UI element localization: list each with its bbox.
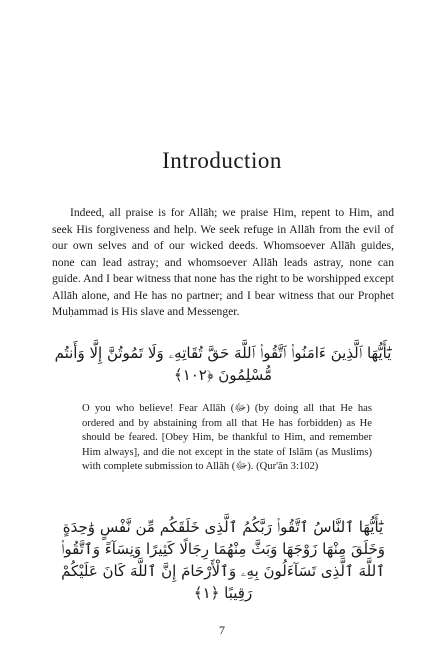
quran-verse-arabic-1: يَٰٓأَيُّهَا ٱلَّذِينَ ءَامَنُوا۟ ٱتَّقُوا۟ ٱللَّهَ حَقَّ تُقَاتِهِۦ وَلَا تَمُوتُنَّ إِلَّا وَأَنتُم مُّسْلِمُونَ ﴿١٠٢﴾ — [54, 344, 392, 384]
page-number: 7 — [219, 623, 225, 637]
chapter-title: Introduction — [162, 148, 282, 173]
quran-verse-translation-1: O you who believe! Fear Allāh (ﷻ) (by doing all that He has ordered and by abstaining from all that He has forbidden) as He should be feared. [Obey Him, be thankful to Him, and remember Him always], and die not except in the state of Islām (as Muslims) with complete submission to Allāh (ﷻ). (Qur'ān 3:102) — [82, 403, 372, 473]
intro-paragraph: Indeed, all praise is for Allāh; we praise Him, repent to Him, and seek His forgiveness and help. We seek refuge in Allāh from the evil of our own selves and of our wicked deeds. Whomsoever Allāh guides, none can lead astray; and whomsoever Allāh leads astray, none can guide. And I bear witness that none has the right to be worshipped except Allāh alone, and He has no partner; and I bear witness that our Prophet Muḥammad is His slave and Messenger. — [52, 206, 394, 318]
quran-verse-arabic-2: يَٰٓأَيُّهَا ٱلنَّاسُ ٱتَّقُوا۟ رَبَّكُمُ ٱلَّذِى خَلَقَكُم مِّن نَّفْسٍ وَٰحِدَةٍ وَخَلَقَ مِنْهَا زَوْجَهَا وَبَثَّ مِنْهُمَا رِجَالًا كَثِيرًا وَنِسَآءً وَٱتَّقُوا۟ ٱللَّهَ ٱلَّذِى تَسَآءَلُونَ بِهِۦ وَٱلْأَرْحَامَ إِنَّ ٱللَّهَ كَانَ عَلَيْكُمْ رَقِيبًا ﴿١﴾ — [61, 518, 385, 602]
